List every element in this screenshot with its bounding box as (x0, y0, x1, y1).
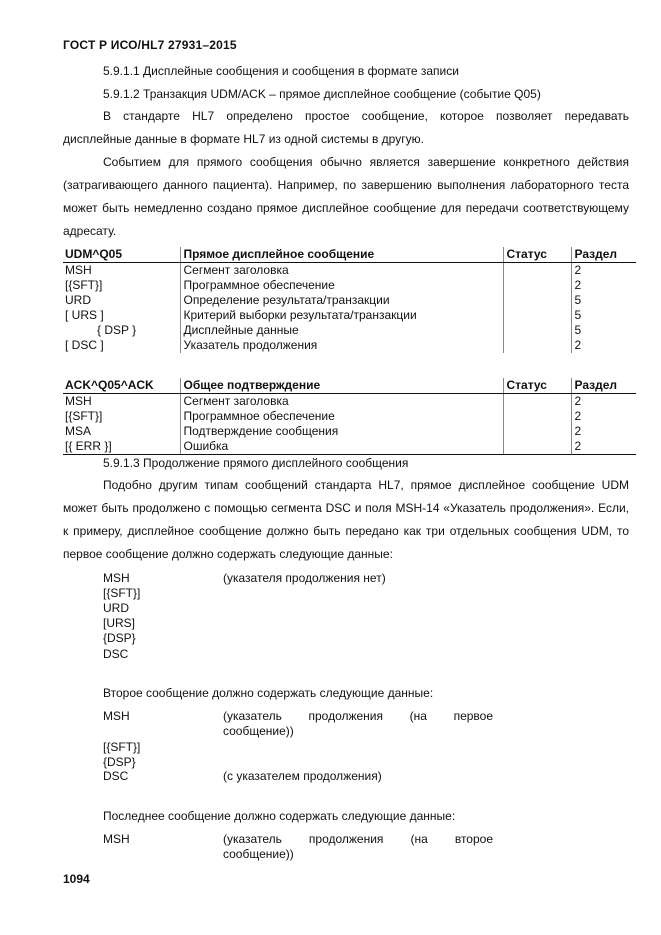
table-cell: 2 (571, 409, 636, 424)
table-cell: [{ ERR }] (63, 439, 180, 455)
msg3-note-msh: (указатель продолжения (на второе сообщение)) (223, 832, 493, 861)
table-cell: MSH (65, 394, 92, 408)
table-cell: 5 (571, 323, 636, 338)
paragraph-1: В стандарте HL7 определено простое сообщение, которое позволяет передавать дисплейные данные в формате HL7 из одной системы в другую. (63, 109, 629, 146)
msg2-segment: DSC (103, 769, 129, 783)
table-row (63, 338, 636, 353)
table-row (63, 439, 636, 455)
table-cell: Дисплейные данные (180, 323, 503, 338)
table-cell: Программное обеспечение (180, 409, 503, 424)
table-cell: Указатель продолжения (180, 338, 503, 353)
msg1-segment: [{SFT}] (103, 586, 141, 600)
table-cell (503, 278, 571, 293)
table-cell (503, 439, 571, 455)
table-cell: 2 (571, 338, 636, 353)
table-cell: [{SFT}] (65, 278, 103, 292)
table-row (63, 323, 636, 338)
table-row (63, 394, 636, 410)
table-cell: 5 (571, 308, 636, 323)
table-cell: URD (65, 293, 91, 307)
paragraph-4: Второе сообщение должно содержать следующие данные: (103, 686, 434, 700)
table-cell: Сегмент заголовка (180, 394, 503, 410)
table-cell: 5 (571, 293, 636, 308)
table-row (63, 263, 636, 279)
table-cell: Ошибка (180, 439, 503, 455)
table-cell: Определение результата/транзакции (180, 293, 503, 308)
table-cell: MSA (65, 424, 92, 438)
table-cell: MSH (65, 263, 92, 277)
table-udm-q05 (63, 247, 636, 353)
msg1-segment: [URS] (103, 616, 136, 630)
table-cell (503, 323, 571, 338)
table-cell: 2 (571, 424, 636, 439)
table-row (63, 278, 636, 293)
table-header-cell: Раздел (571, 378, 636, 394)
table-header-row (63, 378, 636, 394)
msg1-note-msh: (указателя продолжения нет) (223, 571, 386, 585)
document-header: ГОСТ Р ИСО/HL7 27931–2015 (63, 38, 237, 52)
table-cell (503, 409, 571, 424)
table-row (63, 424, 636, 439)
msg2-segment: MSH (103, 709, 130, 723)
table-cell: 2 (571, 278, 636, 293)
section-heading-5-9-1-1: 5.9.1.1 Дисплейные сообщения и сообщения в формате записи (103, 64, 459, 78)
msg1-segment: DSC (103, 647, 129, 661)
table-ack-q05-ack (63, 378, 636, 455)
table-cell: [ URS ] (65, 308, 104, 322)
table-header-cell: Статус (503, 247, 571, 263)
table-cell (503, 338, 571, 353)
paragraph-5: Последнее сообщение должно содержать следующие данные: (103, 809, 456, 823)
msg2-note-dsc: (с указателем продолжения) (223, 769, 382, 783)
msg3-segment: MSH (103, 832, 130, 846)
table-cell (503, 263, 571, 279)
table-header-cell: Общее подтверждение (180, 378, 503, 394)
table-cell: 2 (571, 263, 636, 279)
paragraph-3: Подобно другим типам сообщений стандарта HL7, прямое дисплейное сообщение UDM может быть продолжено с помощью сегмента DSC и поля MSH-14 «Указатель продолжения». Если, к примеру, дисплейное сообщение должно быть передано как три отдельных сообщения UDM, то первое сообщение должно содержать следующие данные: (63, 478, 629, 561)
table-cell (503, 308, 571, 323)
table-cell (503, 424, 571, 439)
table-header-cell: Прямое дисплейное сообщение (180, 247, 503, 263)
section-heading-5-9-1-2: 5.9.1.2 Транзакция UDM/ACK – прямое дисплейное сообщение (событие Q05) (103, 87, 541, 101)
table-row (63, 308, 636, 323)
table-cell: [{SFT}] (65, 409, 103, 423)
table-header-cell: ACK^Q05^ACK (63, 378, 180, 394)
table-cell: [ DSC ] (65, 338, 104, 352)
table-cell: Сегмент заголовка (180, 263, 503, 279)
table-cell: Подтверждение сообщения (180, 424, 503, 439)
table-cell (503, 293, 571, 308)
table-header-cell: Раздел (571, 247, 636, 263)
section-heading-5-9-1-3: 5.9.1.3 Продолжение прямого дисплейного сообщения (103, 456, 409, 470)
table-row (63, 409, 636, 424)
msg1-segment: {DSP} (103, 631, 136, 645)
page-number: 1094 (63, 872, 90, 886)
paragraph-2: Событием для прямого сообщения обычно является завершение конкретного действия (затрагивающего данного пациента). Например, по завершению выполнения лабораторного теста может быть немедленно создано прямое дисплейное сообщение для передачи соответствующему адресату. (63, 155, 629, 238)
table-header-cell: Статус (503, 378, 571, 394)
table-cell (503, 394, 571, 410)
msg2-note-msh: (указатель продолжения (на первое сообщение)) (223, 709, 493, 738)
table-cell: Критерий выборки результата/транзакции (180, 308, 503, 323)
msg2-segment: [{SFT}] (103, 740, 141, 754)
msg1-segment: MSH (103, 571, 130, 585)
table-row (63, 293, 636, 308)
table-cell: { DSP } (97, 323, 137, 337)
msg2-segment: {DSP} (103, 755, 136, 769)
msg1-segment: URD (103, 601, 129, 615)
table-cell: 2 (571, 439, 636, 455)
table-cell: Программное обеспечение (180, 278, 503, 293)
table-header-row (63, 247, 636, 263)
table-header-cell: UDM^Q05 (63, 247, 180, 263)
table-cell: 2 (571, 394, 636, 410)
